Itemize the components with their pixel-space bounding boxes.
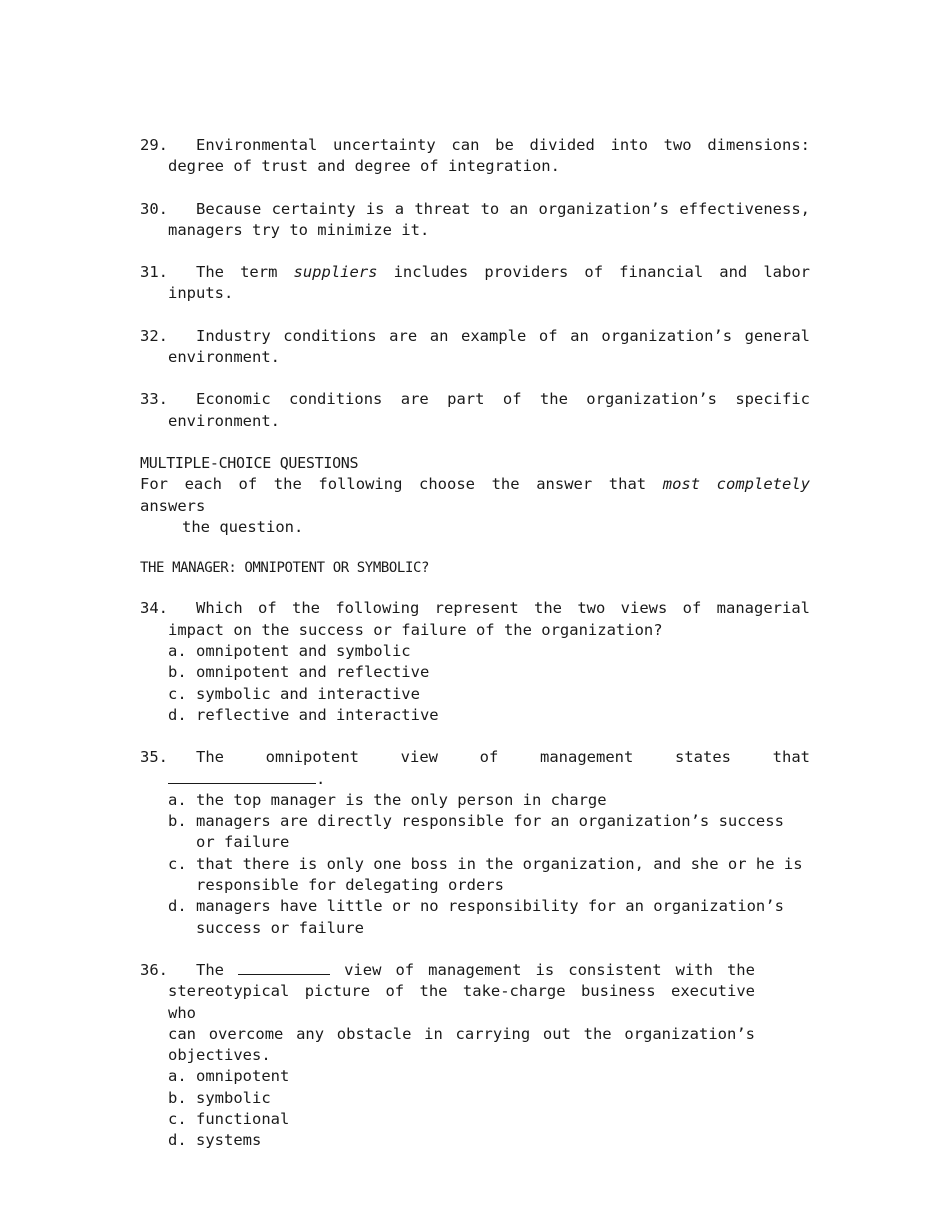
question-text: Which of the following represent the two views of managerial (196, 599, 810, 618)
question-29 (140, 135, 810, 178)
question-number: 32. (140, 326, 168, 345)
option-letter: a. (168, 1067, 187, 1086)
instructions-pre: For each of the following choose the answer that (140, 475, 663, 494)
option-letter: d. (168, 705, 187, 724)
instructions-post: answers (140, 496, 206, 515)
option-text: omnipotent and symbolic (196, 642, 411, 661)
answer-option (140, 684, 810, 705)
option-text-cont: success or failure (196, 918, 364, 937)
question-text-cont: can overcome any obstacle in carrying out the organization’s (168, 1024, 755, 1043)
question-number: 34. (140, 599, 168, 618)
fill-in-blank (168, 769, 316, 784)
question-number: 35. (140, 748, 168, 767)
option-text-cont: or failure (196, 833, 290, 852)
option-letter: a. (168, 790, 187, 809)
question-text-pre: The (196, 960, 224, 979)
answer-option (140, 1066, 755, 1087)
question-text: Environmental uncertainty can be divided into two dimensions: (196, 136, 810, 154)
option-letter: c. (168, 684, 187, 703)
question-text-cont: inputs. (168, 284, 234, 303)
option-letter: d. (168, 1131, 187, 1150)
section-heading-manager: THE MANAGER: OMNIPOTENT OR SYMBOLIC? (140, 560, 430, 577)
question-number: 29. (140, 136, 168, 154)
section-heading-multiple-choice: MULTIPLE-CHOICE QUESTIONS (140, 453, 359, 472)
answer-option (140, 1109, 755, 1130)
option-text-cont: responsible for delegating orders (196, 876, 504, 895)
answer-option (140, 641, 810, 662)
question-text-cont: environment. (168, 411, 280, 430)
option-text: managers have little or no responsibility for an organization’s (196, 897, 784, 916)
answer-option (140, 811, 810, 854)
question-text-cont: environment. (168, 348, 280, 367)
option-letter: b. (168, 663, 187, 682)
option-text: reflective and interactive (196, 705, 439, 724)
answer-option (140, 896, 810, 939)
question-32 (140, 326, 810, 369)
question-text: Because certainty is a threat to an organization’s effectiveness, (196, 199, 810, 218)
question-text-post: includes providers of financial and labor (377, 263, 810, 282)
option-text: omnipotent and reflective (196, 663, 430, 682)
question-36 (140, 960, 755, 1152)
option-text: the top manager is the only person in charge (196, 790, 607, 809)
question-text: Industry conditions are an example of an organization’s general (196, 326, 810, 345)
option-letter: c. (168, 1109, 187, 1128)
question-text-post: view of management is consistent with the (344, 960, 755, 979)
question-text-cont: managers try to minimize it. (168, 220, 430, 239)
option-text: functional (196, 1109, 290, 1128)
question-text-cont: impact on the success or failure of the organization? (168, 620, 663, 639)
answer-option (140, 1088, 755, 1109)
question-30 (140, 199, 810, 242)
question-text-cont: degree of trust and degree of integration. (168, 157, 560, 176)
answer-option (140, 854, 810, 897)
option-text: omnipotent (196, 1067, 290, 1086)
question-text-cont: stereotypical picture of the take-charge business executive who (168, 982, 755, 1022)
question-35 (140, 747, 810, 939)
question-text: Economic conditions are part of the organization’s specific (196, 390, 810, 409)
answer-option (140, 790, 810, 811)
question-number: 30. (140, 199, 168, 218)
instructions-cont: the question. (182, 517, 304, 536)
fill-in-blank (238, 960, 330, 975)
answer-option (140, 1130, 755, 1151)
question-text: The omnipotent view of management states that (196, 748, 810, 767)
option-letter: d. (168, 897, 187, 916)
option-letter: b. (168, 1088, 187, 1107)
question-number: 31. (140, 263, 168, 282)
option-letter: a. (168, 642, 187, 661)
question-number: 36. (140, 960, 168, 979)
question-33 (140, 389, 810, 432)
option-text: symbolic and interactive (196, 684, 420, 703)
option-text: systems (196, 1131, 262, 1150)
answer-option (140, 662, 810, 683)
question-34 (140, 598, 810, 726)
instructions (140, 474, 810, 517)
question-31 (140, 262, 810, 305)
emphasis-term: suppliers (293, 263, 378, 282)
blank-suffix: . (316, 769, 326, 788)
option-text: that there is only one boss in the organization, and she or he is (196, 854, 803, 873)
option-letter: c. (168, 854, 187, 873)
document-page (140, 135, 810, 1173)
option-text: managers are directly responsible for an organization’s success (196, 812, 784, 831)
instructions-emphasis: most completely (662, 475, 810, 494)
question-number: 33. (140, 390, 168, 409)
option-text: symbolic (196, 1088, 271, 1107)
option-letter: b. (168, 812, 187, 831)
answer-option (140, 705, 810, 726)
question-text-cont: objectives. (168, 1046, 271, 1065)
question-text-pre: The term (196, 263, 294, 282)
